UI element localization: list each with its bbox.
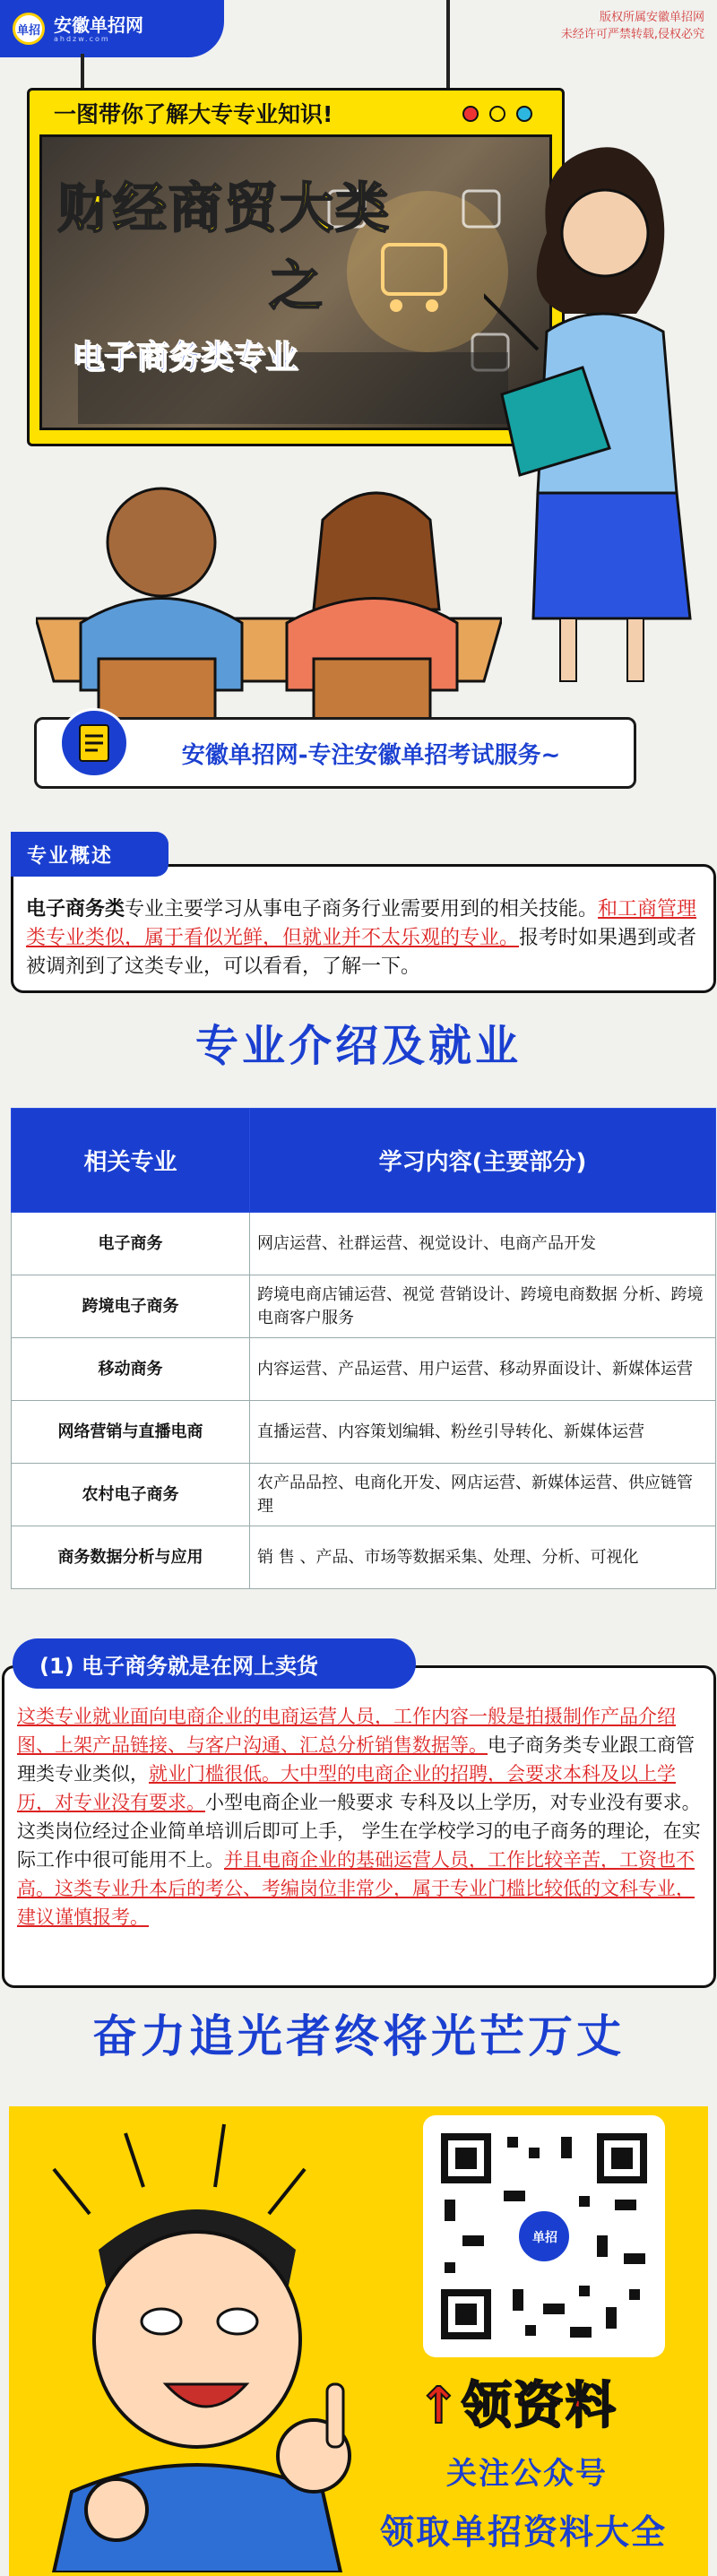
table-header-major: 相关专业 [12, 1109, 250, 1213]
overview-text-1: 专业主要学习从事电子商务行业需要用到的相关技能。 [125, 898, 599, 921]
students-illustration [36, 466, 502, 726]
site-domain: ahdzw.com [54, 34, 110, 43]
content-cell: 网店运营、社群运营、视觉设计、电商产品开发 [250, 1213, 716, 1275]
content-cell: 跨境电商店铺运营、视觉 营销设计、跨境电商数据 分析、跨境电商客户服务 [250, 1275, 716, 1338]
overview-title: 专业概述 [11, 832, 168, 877]
part1-text-1: 电子商务类专业跟工商管理类专业类似， [17, 1734, 695, 1785]
qr-center-logo: 单招 [532, 2231, 557, 2245]
teacher-illustration [484, 117, 708, 690]
table-row [12, 1275, 716, 1338]
logo-text-group [54, 15, 143, 43]
document-icon [59, 708, 129, 778]
major-cell: 跨境电子商务 [12, 1275, 250, 1338]
table-header-row [12, 1109, 716, 1213]
get-materials-text: ↑领资料 [418, 2377, 618, 2435]
site-name: 安徽单招网 [54, 13, 143, 36]
qr-code[interactable] [423, 2115, 665, 2357]
follow-account-text: 关注公众号 [446, 2456, 608, 2492]
major-cell: 移动商务 [12, 1338, 250, 1401]
hanger-right [446, 0, 450, 90]
part1-red-2: 就业门槛很低。大中型的电商企业的招聘，会要求本科及以上学历，对专业没有要求。 [17, 1763, 676, 1813]
overview-box [11, 864, 716, 993]
table-row [12, 1401, 716, 1464]
get-all-materials-text: 领取单招资料大全 [380, 2512, 668, 2552]
part1-title: (1) 电子商务就是在网上卖货 [13, 1638, 416, 1689]
overview-bold: 电子商务类 [26, 898, 125, 921]
slogan-text: 安徽单招网-专注安徽单招考试服务~ [181, 741, 561, 769]
table-header-content: 学习内容(主要部分) [250, 1109, 716, 1213]
table-row [12, 1213, 716, 1275]
table-row [12, 1338, 716, 1401]
site-logo-badge[interactable] [0, 0, 224, 57]
content-cell: 销 售 、产品、市场等数据采集、处理、分析、可视化 [250, 1526, 716, 1589]
red-dot-icon [462, 106, 479, 122]
table-row [12, 1464, 716, 1526]
logo-emblem-icon: 单招 [13, 13, 45, 45]
major-cell: 电子商务 [12, 1213, 250, 1275]
copyright-line-2: 未经许可严禁转载,侵权必究 [560, 28, 704, 41]
part1-red-1: 这类专业就业面向电商企业的电商运营人员，工作内容一般是拍摄制作产品介绍图、上架产品链接、与客户沟通、汇总分析销售数据等。 [17, 1706, 676, 1756]
major-cell: 商务数据分析与应用 [12, 1526, 250, 1589]
motto-text: 奋力追光者终将光芒万丈 [92, 2010, 625, 2062]
copyright-line-1: 版权所属安徽单招网 [599, 11, 704, 24]
banner-headline-major: 电子商务类专业 [72, 339, 298, 376]
overview-text-2: 报考时如果遇到或者被调剂到了这类专业，可以看看，了解一下。 [26, 927, 697, 978]
content-cell: 农产品品控、电商化开发、网店运营、新媒体运营、供应链管理 [250, 1464, 716, 1526]
banner-headline-of: 之 [269, 255, 323, 318]
hanger-left [81, 54, 84, 90]
overview-red: 和工商管理类专业类似，属于看似光鲜，但就业并不太乐观的专业。 [26, 898, 697, 949]
major-cell: 农村电子商务 [12, 1464, 250, 1526]
section-title: 专业介绍及就业 [194, 1021, 522, 1071]
part1-text-2: 小型电商企业一般要求 专科及以上学历，对专业没有要求。这类岗位经过企业简单培训后即可上手， 学生在学校学习的电子商务的理论，在实际工作中很可能用不上。 [17, 1792, 701, 1871]
table-row [12, 1526, 716, 1589]
copyright-notice [561, 9, 704, 43]
banner-top-text: 一图带你了解大专专业知识! [54, 101, 333, 127]
cartoon-boy-illustration [18, 2115, 394, 2572]
majors-table [11, 1108, 716, 1589]
major-cell: 网络营销与直播电商 [12, 1401, 250, 1464]
part1-box [2, 1665, 716, 1988]
content-cell: 直播运营、内容策划编辑、粉丝引导转化、新媒体运营 [250, 1401, 716, 1464]
part1-red-3: 并且电商企业的基础运营人员，工作比较辛苦，工资也不高。这类专业升本后的考公、考编岗位非常少，属于专业门槛比较低的文科专业，建议谨慎报考。 [17, 1849, 695, 1928]
banner-headline-category: 财经商贸大类 [57, 177, 391, 240]
content-cell: 内容运营、产品运营、用户运营、移动界面设计、新媒体运营 [250, 1338, 716, 1401]
